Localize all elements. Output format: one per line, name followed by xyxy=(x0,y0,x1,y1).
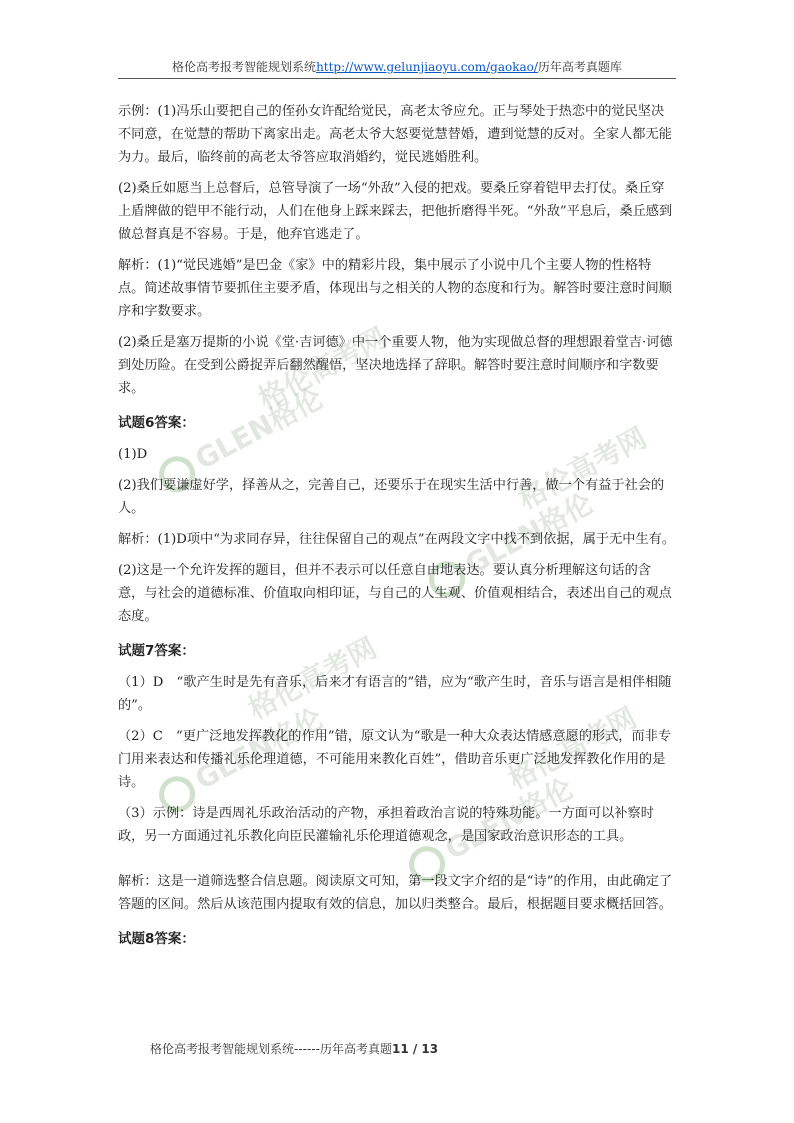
page-number: 11 / 13 xyxy=(391,1042,439,1056)
document-body xyxy=(118,100,676,959)
watermark-brand: GLEN格伦 xyxy=(459,486,599,582)
q6-analysis-2: (2)这是一个允许发挥的题目，但并不表示可以任意自由地表达。要认真分析理解这句话的含意，与社会的道德标准、价值取向相印证，与自己的人生观、价值观相结合，表述出自己的观点态度。 xyxy=(118,563,672,624)
page-footer xyxy=(150,1040,438,1057)
question-6-heading: 试题6答案： xyxy=(118,415,195,431)
footer-text: 格伦高考报考智能规划系统------历年高考真题 xyxy=(150,1042,392,1056)
page-header xyxy=(118,58,676,79)
watermark-slogan-text: 格伦高考网 xyxy=(512,421,653,516)
watermark-brand: GLEN格伦 xyxy=(189,701,329,797)
q7-answer-1: （1）D “歌产生时是先有音乐，后来才有语言的”错，应为“歌产生时，音乐与语言是相伴相随的”。 xyxy=(118,675,672,713)
analysis-1: 解析：(1)“觉民逃婚”是巴金《家》中的精彩片段，集中展示了小说中几个主要人物的性格特点。简述故事情节要抓住主要矛盾，体现出与之相关的人物的态度和行为。解答时要注意时间顺序和字数要求。 xyxy=(118,258,672,319)
q6-answer-2: (2)我们要谦虚好学，择善从之，完善自己，还要乐于在现实生活中行善，做一个有益于社会的人。 xyxy=(118,478,665,516)
watermark-brand: GLEN格伦 xyxy=(189,381,329,477)
q6-analysis-1: 解析：(1)D项中“为求同存异，往往保留自己的观点”在两段文字中找不到依据，属于无中生有。 xyxy=(118,532,676,547)
watermark-brand: GLEN格伦 xyxy=(439,771,579,867)
example-1: 示例：(1)冯乐山要把自己的侄孙女许配给觉民，高老太爷应允。正与琴处于热恋中的觉民坚决不同意，在觉慧的帮助下离家出走。高老太爷大怒要觉慧替婚，遭到觉慧的反对。全家人都无能为力。最后，临终前的高老太爷答应取消婚约，觉民逃婚胜利。 xyxy=(118,104,672,165)
header-suffix: 历年高考真题库 xyxy=(537,60,622,74)
question-8-heading: 试题8答案： xyxy=(118,931,195,947)
spacer xyxy=(118,856,676,870)
header-prefix: 格伦高考报考智能规划系统 xyxy=(172,60,317,74)
q7-answer-3: （3）示例：诗是西周礼乐政治活动的产物，承担着政治言说的特殊功能。一方面可以补察时政，另一方面通过礼乐教化向臣民灌输礼乐伦理道德观念，是国家政治意识形态的工具。 xyxy=(118,806,654,844)
watermark-slogan-text: 格伦高考网 xyxy=(242,631,383,726)
q7-analysis: 解析：这是一道筛选整合信息题。阅读原文可知，第一段文字介绍的是“诗”的作用，由此确定了答题的区间。然后从该范围内提取有效的信息，加以归类整合。最后，根据题目要求概括回答。 xyxy=(118,874,673,912)
watermark-slogan-text: 格伦高考网 xyxy=(502,701,643,796)
question-7-heading: 试题7答案： xyxy=(118,643,195,659)
analysis-2: (2)桑丘是塞万提斯的小说《堂·吉诃德》中一个重要人物，他为实现做总督的理想跟着堂吉·诃德到处历险。在受到公爵捉弄后翻然醒悟，坚决地选择了辞职。解答时要注意时间顺序和字数要求。 xyxy=(118,335,673,396)
example-2: (2)桑丘如愿当上总督后，总管导演了一场“外敌”入侵的把戏。要桑丘穿着铠甲去打仗。桑丘穿上盾牌做的铠甲不能行动，人们在他身上踩来踩去，把他折磨得半死。“外敌”平息后，桑丘感到做总督真是不容易。于是，他弃官逃走了。 xyxy=(118,181,673,242)
q6-answer-1: (1)D xyxy=(118,447,148,462)
q7-answer-2: （2）C “更广泛地发挥教化的作用”错，原文认为“歌是一种大众表达情感意愿的形式，而非专门用来表达和传播礼乐伦理道德，不可能用来教化百姓”，借助音乐更广泛地发挥教化作用的是诗。 xyxy=(118,729,672,790)
header-link[interactable]: http://www.gelunjiaoyu.com/gaokao/ xyxy=(316,60,538,74)
watermark-slogan-text: 格伦高考网 xyxy=(252,321,393,416)
